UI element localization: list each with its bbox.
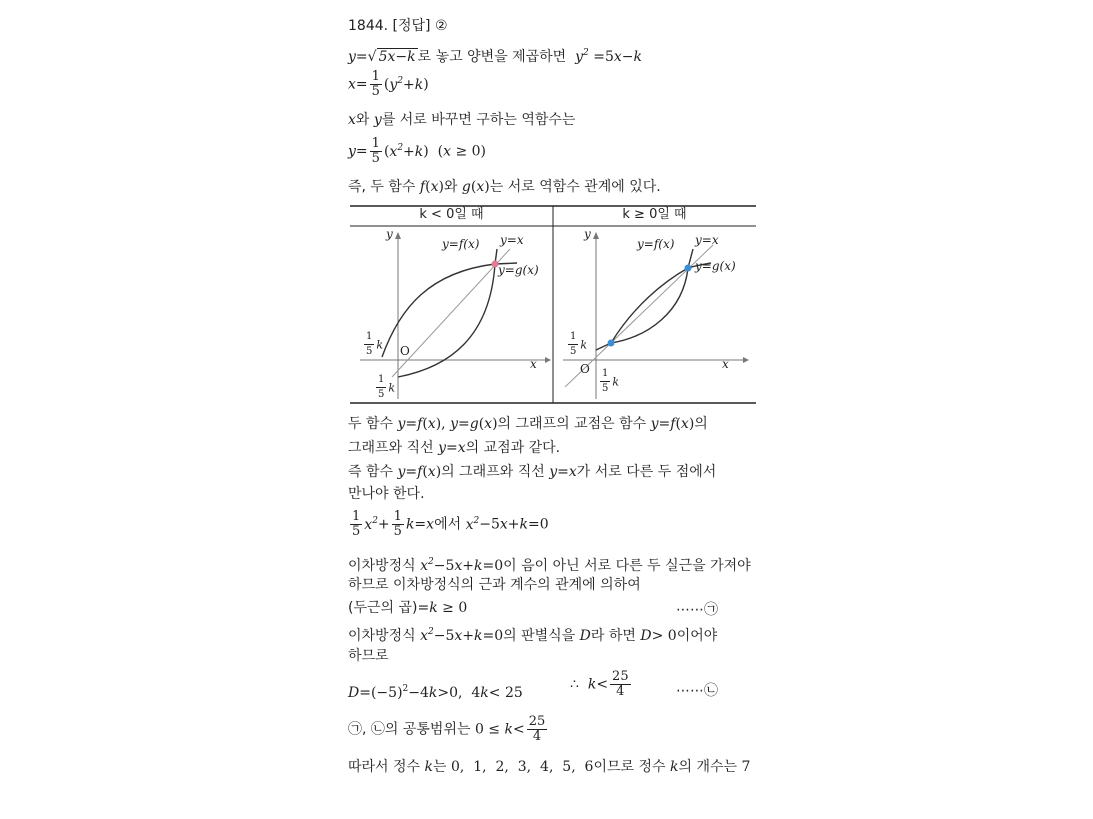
text-14d: 이어야 (676, 628, 718, 644)
line-inverse: y= $\frac{1}{5}$ $(x^2+k) (x \ge 0)$ (348, 136, 487, 166)
text-14a: 이차방정식 (348, 628, 416, 644)
left-y-label: y (386, 227, 393, 241)
line-product: (두근의 곱)=k ≥ 0 (348, 600, 468, 616)
text-13: (두근의 곱) (348, 600, 418, 616)
text-18d: 의 개수는 (678, 759, 738, 775)
text-18c: 이므로 정수 (593, 759, 666, 775)
text-3b: 를 서로 바꾸면 구하는 역함수는 (381, 112, 576, 128)
line-conclusion: 따라서 정수 k는 0, 1, 2, 3, 4, 5, 6이므로 정수 k의 개수는 7 (348, 759, 751, 775)
right-header: k ≥ 0일 때 (622, 207, 687, 222)
line-common-range: ㉠, ㉡의 공통범위는 0 ≤ k< $\frac{25}{4}$ (348, 714, 546, 744)
text-5b: 와 (443, 179, 458, 195)
text-5a: 즉, 두 함수 (348, 179, 416, 195)
graph-table (350, 205, 756, 404)
left-k-upper: $\frac{1}{5}$ k (366, 331, 384, 357)
answer-mark: ② (434, 18, 448, 34)
right-f-label: y=f(x) (637, 237, 675, 251)
right-k-upper: $\frac{1}{5}$ k (570, 331, 588, 357)
text-14c: 라 하면 (590, 628, 636, 644)
text-6c: 의 (694, 416, 708, 432)
right-k-lower: $\frac{1}{5}$ k (602, 368, 620, 394)
final-answer: 7 (741, 759, 751, 775)
text-18a: 따라서 정수 (348, 759, 421, 775)
line-intersection: 두 함수 y=f(x), y=g(x)의 그래프의 교점은 함수 y=f(x)의 (348, 416, 708, 432)
line-two-points: 즉 함수 y=f(x)의 그래프와 직선 y=x가 서로 다른 두 점에서 (348, 464, 717, 480)
text-8b: 의 그래프와 직선 (441, 464, 545, 480)
line-quadratic: 이차방정식 $x^2-5x+k=0$이 음이 아닌 서로 다른 두 실근을 가져야 (348, 557, 751, 574)
text-3a: 와 (355, 112, 370, 128)
text-7b: 의 교점과 같다. (465, 440, 561, 456)
right-line-label: y=x (695, 233, 719, 247)
right-y-label: y (584, 227, 591, 241)
line-discriminant: 이차방정식 $x^2-5x+k=0$의 판별식을 D라 하면 D> 0이어야 (348, 627, 718, 644)
left-origin: O (400, 344, 410, 358)
problem-header (348, 17, 448, 35)
text-7a: 그래프와 직선 (348, 440, 434, 456)
right-g-label: y=g(x) (695, 259, 736, 273)
line-x-expression: x= $\frac{1}{5}$ $(y^2+k)$ (348, 69, 429, 99)
left-g-label: y=g(x) (498, 263, 539, 277)
left-k-lower: $\frac{1}{5}$ k (378, 374, 396, 400)
problem-number: 1844. (348, 18, 389, 34)
mark-1: ⋯⋯㉠ (676, 602, 718, 618)
text-6a: 두 함수 (348, 416, 394, 432)
text-11b: 이 음이 아닌 서로 다른 두 실근을 가져야 (503, 558, 751, 574)
text-8c: 가 서로 다른 두 점에서 (576, 464, 717, 480)
right-intersection-point-low (608, 340, 615, 347)
left-header: k < 0일 때 (419, 207, 484, 222)
right-intersection-point-high (685, 265, 692, 272)
line-substitution: y=√ 5x−k 로 놓고 양변을 제곱하면 $y^2 =5x-k$ (348, 48, 642, 65)
line-same-intersection: 그래프와 직선 y=x의 교점과 같다. (348, 440, 561, 456)
left-x-label: x (530, 357, 537, 371)
text-8a: 즉 함수 (348, 464, 394, 480)
line-d-calc: $D=(-5)^2-4k>0$, 4k< 25 (348, 684, 523, 701)
left-f-label: y=f(x) (442, 237, 480, 251)
therefore-sign: ∴ (570, 676, 579, 693)
mark-2: ⋯⋯㉡ (676, 683, 718, 699)
line-hameuro: 하므로 (348, 648, 389, 664)
text-14b: 의 판별식을 (503, 628, 576, 644)
line-must-meet: 만나야 한다. (348, 486, 425, 502)
right-origin: O (580, 362, 590, 376)
text-1: 로 놓고 양변을 제곱하면 (417, 49, 567, 65)
line-equation: $\frac{1}{5}$ $x^2+$ $\frac{1}{5}$ k=x에서 $x^2-5x+k=0$ (352, 509, 549, 539)
line-k-bound: ∴ k< $\frac{25}{4}$ (570, 669, 629, 699)
text-5c: 는 서로 역함수 관계에 있다. (489, 179, 661, 195)
line-swap: x와 y를 서로 바꾸면 구하는 역함수는 (348, 112, 576, 128)
text-6b: 의 그래프의 교점은 함수 (497, 416, 647, 432)
answer-label: [정답] (392, 18, 431, 34)
text-18b: 는 (433, 759, 447, 775)
line-vieta: 하므로 이차방정식의 근과 계수의 관계에 의하여 (348, 577, 641, 593)
text-11a: 이차방정식 (348, 558, 416, 574)
right-x-label: x (722, 357, 729, 371)
right-graph (553, 227, 756, 403)
left-line-label: y=x (500, 233, 524, 247)
text-10: 에서 (434, 516, 462, 533)
line-relation: 즉, 두 함수 f(x)와 g(x)는 서로 역함수 관계에 있다. (348, 179, 661, 195)
text-17: ㉠, ㉡의 공통범위는 (348, 721, 471, 738)
